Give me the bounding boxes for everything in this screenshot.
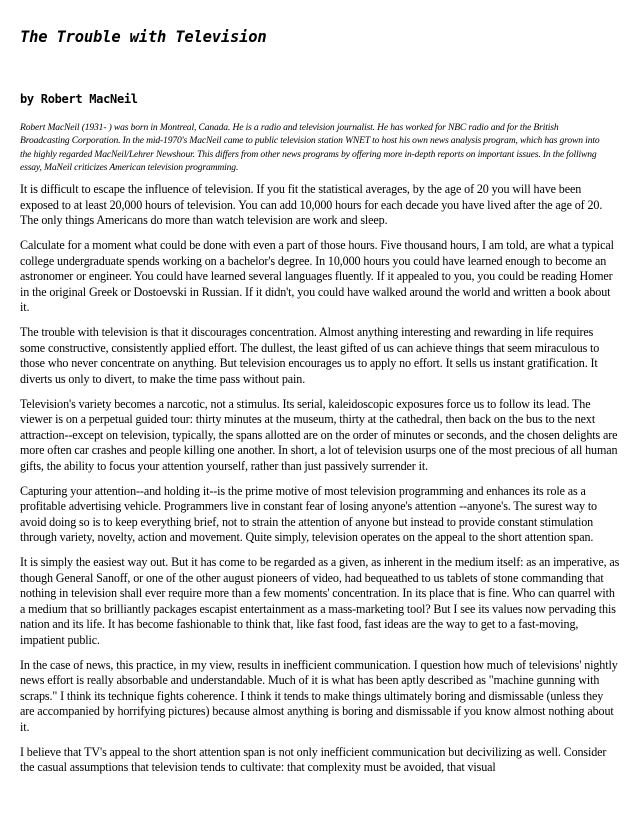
paragraph: It is simply the easiest way out. But it has come to be regarded as a given, as inherent in the medium itself: as an imperative, as though General Sanoff, or one of the other august pioneers of video, had bequeathed to us tablets of stone commanding that nothing in television shall ever require more than a few moments' concentration. In its place that is fine. Who can quarrel with a medium that so brilliantly packages escapist entertainment as a mass-marketing tool? But I see its values now pervading this nation and its life. It has become fashionable to think that, like fast food, fast ideas are the way to get to a fast-moving, impatient public. [20,555,620,647]
paragraph: In the case of news, this practice, in my view, results in inefficient communication. I question how much of televisions' nightly news effort is really absorbable and understandable. Much of it is what has been aptly described as "machine gunning with scraps." I think its technique fights coherence. I think it tends to make things ultimately boring and dismissable (unless they are accompanied by horrifying pictures) because almost anything is boring and dismissable if you know almost nothing about it. [20,657,618,734]
paragraph: Television's variety becomes a narcotic, not a stimulus. Its serial, kaleidoscopic exposures force us to follow its lead. The viewer is on a perpetual guided tour: thirty minutes at the museum, thirty at the cathedral, then back on the bus to the next attraction--except on television, typically, the spans allotted are on the order of minutes or seconds, and the chosen delights are more often car crashes and people killing one another. In short, a lot of television usurps one of the most precious of all human gifts, the ability to focus your attention yourself, rather than just passively surrender it. [20,396,618,473]
document-title: The Trouble with Television [20,28,267,46]
paragraph: It is difficult to escape the influence of television. If you fit the statistical averages, by the age of 20 you will have been exposed to at least 20,000 hours of television. You can add 10,000 hours for each decade you have lived after the age of 20. The only things Americans do more than watch television are work and sleep. [20,182,603,227]
paragraph: The trouble with television is that it discourages concentration. Almost anything interesting and rewarding in life requires some constructive, consistently applied effort. The dullest, the least gifted of us can achieve things that seem miraculous to those who never concentrate on anything. But television encourages us to apply no effort. It sells us instant gratification. It diverts us only to divert, to make the time pass without pain. [20,325,600,386]
paragraph: I believe that TV's appeal to the short attention span is not only inefficient communication but decivilizing as well. Consider the casual assumptions that television tends to cultivate: that complexity must be avoided, that visual [20,744,607,774]
author-byline: by Robert MacNeil [20,92,138,106]
paragraph: Capturing your attention--and holding it--is the prime motive of most television programming and enhances its role as a profitable advertising vehicle. Programmers live in constant fear of losing anyone's attention --anyone's. The surest way to avoid doing so is to keep everything brief, not to strain the attention of anyone but instead to provide constant stimulation through variety, novelty, action and movement. Quite simply, television operates on the appeal to the short attention span. [20,483,597,544]
paragraph: Calculate for a moment what could be done with even a part of those hours. Five thousand hours, I am told, are what a typical college undergraduate spends working on a bachelor's degree. In 10,000 hours you could have learned enough to become an astronomer or engineer. You could have learned several languages fluently. If it appealed to you, you could be reading Homer in the original Greek or Dostoevski in Russian. If it didn't, you could have walked around the world and written a book about it. [20,238,614,314]
author-bio: Robert MacNeil (1931- ) was born in Montreal, Canada. He is a radio and television journalist. He has worked for NBC radio and for the British Broadcasting Corporation. In the mid-1970's MacNeil came to public television station WNET to host his own news analysis program, which has grown into the highly regarded MacNeil/Lehrer Newshour. This differs from other news programs by offering more in-depth reports on important issues. In the folliwng essay, MaNeil criticizes American television programming. [20,122,600,174]
essay-body [20,182,620,785]
